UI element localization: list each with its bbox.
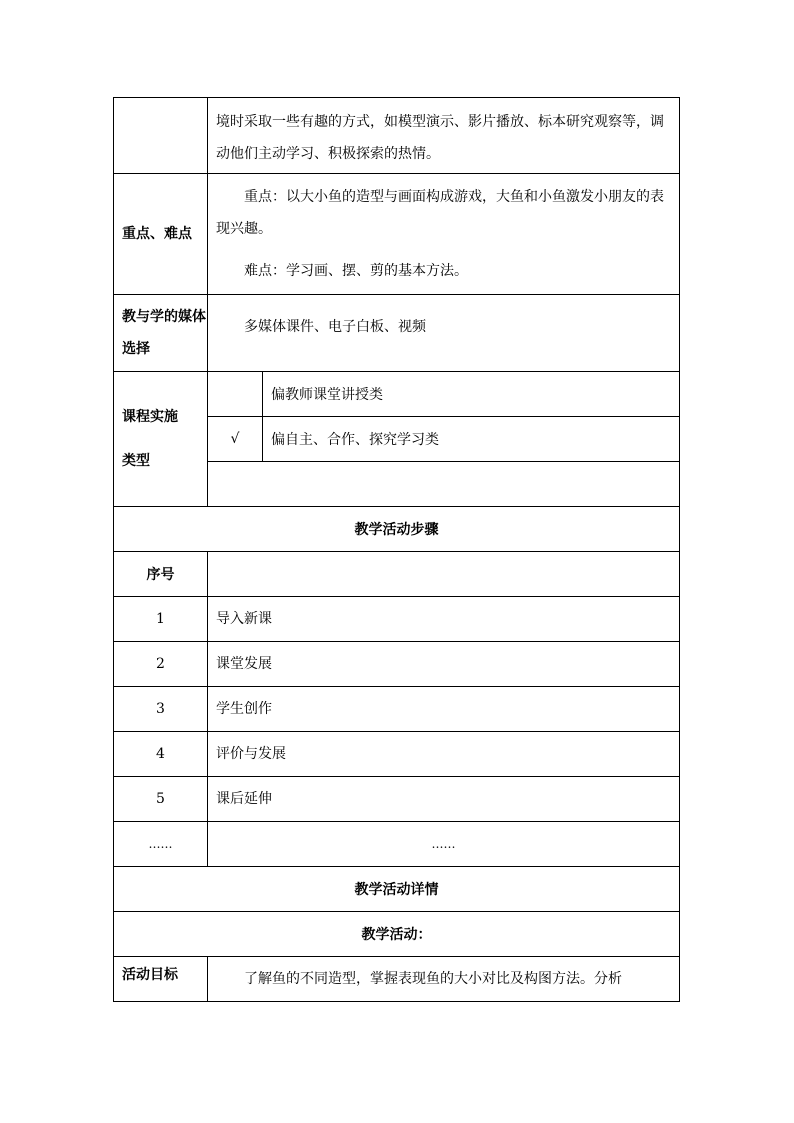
goal-row [114, 957, 680, 1002]
step-number: 3 [114, 687, 208, 732]
option-text: 偏教师课堂讲授类 [263, 372, 680, 417]
key-points-label: 重点、难点 [114, 174, 208, 295]
intro-continuation-row [114, 98, 680, 174]
difficulty-text: 难点：学习画、摆、剪的基本方法。 [244, 263, 468, 279]
step-name: 评价与发展 [208, 732, 680, 777]
intro-continuation-text: 境时采取一些有趣的方式，如模型演示、影片播放、标本研究观察等，调动他们主动学习、积极探索的热情。 [208, 98, 680, 174]
key-points-row [114, 174, 680, 295]
option-text: 偏自主、合作、探究学习类 [271, 432, 439, 448]
step-name: 课后延伸 [208, 777, 680, 822]
empty-label-cell [114, 98, 208, 174]
empty-option-area [208, 461, 679, 506]
step-row [114, 687, 680, 732]
steps-header-row [114, 507, 680, 552]
focus-text: 重点：以大小鱼的造型与画面构成游戏，大鱼和小鱼激发小朋友的表现兴趣。 [216, 189, 664, 237]
check-mark-icon: √ [208, 417, 263, 462]
steps-header: 教学活动步骤 [114, 507, 680, 552]
step-number: 4 [114, 732, 208, 777]
media-label: 教与学的媒体选择 [114, 295, 208, 372]
course-type-label: 课程实施类型 [114, 372, 208, 507]
steps-column-row [114, 552, 680, 597]
steps-column-empty [208, 552, 680, 597]
course-type-options [208, 372, 680, 507]
step-name: …… [208, 822, 680, 867]
step-name: 学生创作 [208, 687, 680, 732]
goal-text: 了解鱼的不同造型，掌握表现鱼的大小对比及构图方法。分析 [208, 957, 680, 1002]
option-mark [208, 372, 263, 417]
media-row [114, 295, 680, 372]
course-type-option [208, 417, 679, 462]
step-row [114, 822, 680, 867]
step-number: …… [114, 822, 208, 867]
detail-header: 教学活动详情 [114, 867, 680, 912]
step-number: 5 [114, 777, 208, 822]
step-row [114, 732, 680, 777]
steps-column-label: 序号 [114, 552, 208, 597]
step-name: 导入新课 [208, 597, 680, 642]
step-row [114, 777, 680, 822]
key-points-cell [208, 174, 680, 295]
detail-header-row [114, 867, 680, 912]
lesson-plan-table [113, 97, 680, 1002]
step-number: 2 [114, 642, 208, 687]
course-type-option [208, 372, 679, 417]
step-row [114, 597, 680, 642]
step-row [114, 642, 680, 687]
step-name: 课堂发展 [208, 642, 680, 687]
activity-header-row [114, 912, 680, 957]
step-number: 1 [114, 597, 208, 642]
activity-header: 教学活动： [114, 912, 680, 957]
course-type-options-table [208, 372, 679, 461]
course-type-row [114, 372, 680, 507]
media-value: 多媒体课件、电子白板、视频 [208, 295, 680, 372]
goal-label: 活动目标 [114, 957, 208, 1002]
